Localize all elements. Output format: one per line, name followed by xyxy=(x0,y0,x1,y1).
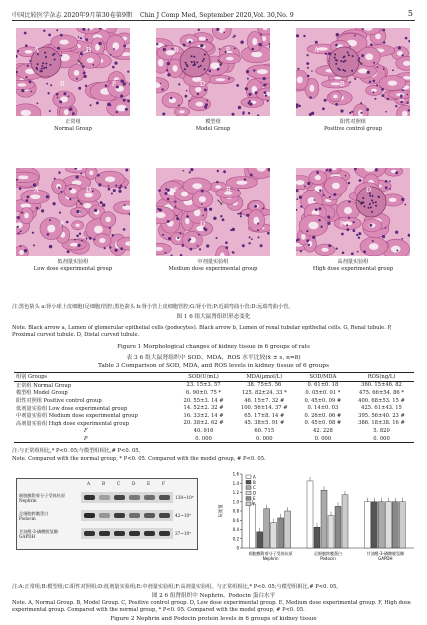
legend-label: A xyxy=(253,474,256,480)
micrograph-marker-d: D xyxy=(200,220,206,228)
table-cell: 20. 38±2. 62 # xyxy=(183,420,224,427)
table-cell: 23. 15±3. 57 xyxy=(186,382,221,389)
table-cell: 14. 52±2. 32 # xyxy=(183,405,224,412)
legend-label: C xyxy=(253,485,256,491)
column-header: SOD/MDA xyxy=(309,373,337,380)
table-cell: 400. 68±53. 15 # xyxy=(358,397,405,404)
legend-label: D xyxy=(253,490,257,496)
row-label: F xyxy=(84,427,88,434)
row-label: 高剂量实验组 High dose experimental group xyxy=(16,420,130,427)
blot-band xyxy=(99,495,110,500)
blot-band xyxy=(144,495,155,500)
blot-band xyxy=(159,513,170,518)
row-label: 低剂量实验组 Low dose experimental group xyxy=(16,405,128,412)
table-cell: 0. 26±0. 06 # xyxy=(304,412,342,419)
journal-title-en: Chin J Comp Med, September 2020,Vol. 30,No. 9 xyxy=(139,12,294,19)
table-header-row xyxy=(14,373,414,382)
micrograph-caption xyxy=(143,259,283,273)
black-arrow-icon: ↘ xyxy=(76,58,84,68)
table-cell: 60. 715 xyxy=(254,427,275,434)
y-tick-label: 1.2 xyxy=(232,490,239,495)
x-category-label-cn: 细胞膜附着分子受体抗原 xyxy=(248,551,293,556)
bar xyxy=(371,502,377,548)
table-cell: 42. 228 xyxy=(312,427,333,434)
blot-band xyxy=(159,531,170,536)
column-header: ROS(ng/L) xyxy=(367,373,396,380)
molecular-weight-label: 42~10⁴ xyxy=(175,513,191,518)
caption-cn: 中剂量实验组 xyxy=(197,259,229,265)
row-label: P xyxy=(84,435,88,442)
y-tick-label: 0 xyxy=(236,545,239,551)
table-3-title-cn: 表 3 6 组大鼠肾组织中 SOD、MDA、ROS 水平比较(x̄ ± s, n=8) xyxy=(126,355,301,361)
y-tick-label: 0.2 xyxy=(232,536,239,542)
table-3-grid xyxy=(14,372,414,443)
table-cell: 386. 18±38. 16 # xyxy=(358,420,405,427)
table-cell: 20. 55±3. 14 # xyxy=(183,397,224,404)
figure-1-note-cn: 注:黑色箭头 a:肾小球上皮细胞(足细胞)管腔;黑色箭头 b:肾小管上皮细胞管腔;G:肾小管;P:近端弯曲小管;D:远端弯曲小管。 xyxy=(12,304,294,310)
x-category-label-en: GAPDH xyxy=(378,556,393,561)
table-cell: 0. 000 xyxy=(256,435,273,442)
micrograph-marker-a: A xyxy=(34,46,40,54)
micrograph-marker-d: D xyxy=(366,186,372,194)
caption-en: Positive control group xyxy=(323,126,383,132)
lane-label: B xyxy=(102,481,106,486)
bar xyxy=(335,506,341,548)
blot-band xyxy=(144,513,155,518)
molecular-weight-label: 37~10⁴ xyxy=(175,531,191,536)
table-cell: 46. 15±7. 32 # xyxy=(244,397,285,404)
micrograph-marker-b: B xyxy=(174,46,179,54)
blot-band xyxy=(84,513,95,518)
bar xyxy=(285,511,291,548)
table-cell: 0. 000 xyxy=(373,435,390,442)
y-tick-label: 1.6 xyxy=(232,471,239,477)
x-category-label-en: Podocin xyxy=(320,556,336,561)
bar xyxy=(392,502,398,548)
blot-band xyxy=(84,531,95,536)
molecular-weight-label: 138~10⁴ xyxy=(175,495,194,500)
table-cell: 16. 33±2. 14 # xyxy=(183,412,224,419)
y-tick-label: 1.4 xyxy=(232,480,239,486)
row-label: 中剂量实验组 Medium dose experimental group xyxy=(16,413,138,420)
bar xyxy=(321,490,327,548)
column-header: 组别 Groups xyxy=(16,374,48,381)
blot-band xyxy=(114,513,125,518)
legend-swatch xyxy=(246,502,251,506)
blot-band xyxy=(114,531,125,536)
row-label: 模型组 Model Group xyxy=(16,390,68,397)
micrograph-caption xyxy=(283,119,423,133)
black-arrow-icon: ↘ xyxy=(76,198,84,208)
blot-band xyxy=(129,495,140,500)
blot-row-label-en: Podocin xyxy=(19,516,36,521)
table-cell: 125. 82±24. 33 * xyxy=(241,389,287,396)
micrograph-marker-d: D xyxy=(86,186,92,194)
table-cell: 425. 61±43. 15 xyxy=(361,405,402,412)
blot-band xyxy=(99,531,110,536)
bar xyxy=(342,495,348,548)
micrograph-panel xyxy=(16,28,130,116)
micrograph-marker-a: A xyxy=(34,186,40,194)
column-header: MDA(μmol/L) xyxy=(246,373,283,380)
black-arrow-icon: ↘ xyxy=(356,198,364,208)
table-cell: 100. 56±14. 37 # xyxy=(240,405,288,412)
bar xyxy=(314,527,320,548)
y-tick-label: 1.0 xyxy=(232,499,239,505)
table-3-note-en: Note. Compared with the normal group, * P<0. 05. Compared with the model group, # P<0. 05. xyxy=(12,456,266,462)
table-row xyxy=(14,404,414,412)
bar xyxy=(250,504,256,548)
blot-band xyxy=(129,531,140,536)
y-axis-label: 灰度值 xyxy=(219,504,224,518)
micrograph-marker-p: P xyxy=(340,220,344,228)
black-arrow-icon: ↘ xyxy=(216,58,224,68)
blot-band xyxy=(114,495,125,500)
table-cell: 0. 61±0. 18 xyxy=(307,382,339,389)
caption-cn: 高剂量实验组 xyxy=(337,259,369,265)
bar-chart xyxy=(214,466,419,576)
micrograph-marker-a: A xyxy=(314,186,320,194)
black-arrow-icon: ↘ xyxy=(216,198,224,208)
micrograph-panel xyxy=(156,28,270,116)
row-label: 正常组 Normal Group xyxy=(16,382,72,389)
legend-label: B xyxy=(253,479,256,485)
figure-1-title-cn: 图 1 6 组大鼠肾组织形态变化 xyxy=(176,314,251,320)
bar xyxy=(364,502,370,548)
table-cell: 0. 45±0. 09 # xyxy=(304,397,342,404)
x-category-label-cn: 甘油醛-3-磷酸脱氢酶 xyxy=(366,551,405,556)
legend-swatch xyxy=(246,480,251,484)
table-cell: 0. 05±0. 01 * xyxy=(305,389,341,396)
caption-en: Medium dose experimental group xyxy=(168,266,258,272)
table-row xyxy=(14,412,414,420)
running-header xyxy=(12,10,294,19)
bar xyxy=(257,532,263,548)
lane-label: F xyxy=(162,481,165,486)
caption-en: High dose experimental group xyxy=(312,266,394,272)
table-cell: 0. 000 xyxy=(314,435,332,442)
legend-swatch xyxy=(246,491,251,495)
journal-title-cn: 中国比较医学杂志 2020年9月第30卷第9期 xyxy=(12,12,133,19)
lane-label: A xyxy=(87,481,91,486)
blot-band xyxy=(99,513,110,518)
micrograph-panel xyxy=(156,168,270,256)
bar xyxy=(307,481,313,548)
micrograph-marker-p: P xyxy=(60,220,64,228)
table-cell: 38. 75±5. 56 xyxy=(247,382,282,389)
table-row xyxy=(14,427,414,435)
western-blot-panel xyxy=(16,478,198,550)
micrograph-panel xyxy=(16,168,130,256)
table-cell: 6. 90±0. 75 * xyxy=(186,389,222,396)
table-row xyxy=(14,381,414,389)
micrograph-caption xyxy=(3,119,143,133)
legend-swatch xyxy=(246,486,251,490)
caption-en: Low dose experimental group xyxy=(33,266,113,272)
micrograph-marker-p: P xyxy=(226,46,230,54)
caption-en: Normal Group xyxy=(54,126,92,132)
figure-2-title-en: Figure 2 Nephrin and Podocin protein levels in 6 groups of kidney tissue xyxy=(110,616,317,622)
micrograph-caption xyxy=(3,259,143,273)
table-cell: 45. 38±5. 91 # xyxy=(244,420,285,427)
micrograph-marker-d: D xyxy=(86,46,92,54)
figure-1-note-en: Note. Black arrow a, Lumen of glomerular epithelial cells (podocytes). Black arrow b, Lumen of renal tubular epithelial cells. G, Renal tubule. P, Proximal curved tubule. D, Distal curved tubule. xyxy=(12,325,392,339)
figure-2-title-cn: 图 2 6 组肾组织中 Nephrin、Podocin 蛋白水平 xyxy=(151,593,276,599)
y-tick-label: 0.6 xyxy=(232,517,239,523)
y-tick-label: 0.8 xyxy=(232,508,239,514)
table-cell: 395. 56±40. 23 # xyxy=(358,412,405,419)
micrograph-marker-b: B xyxy=(226,186,231,194)
table-3-title-en: Table 3 Comparison of SOD, MDA, and ROS levels in kidney tissue of 6 groups xyxy=(98,363,329,369)
legend-swatch xyxy=(246,475,251,479)
blot-row-label-cn: 足细胞跨膜蛋白 xyxy=(19,511,49,516)
blot-row-label-cn: 甘油醛-3-磷酸脱氢酶 xyxy=(19,529,58,534)
micrograph-marker-b: B xyxy=(340,80,345,88)
micrograph-marker-d: D xyxy=(200,80,206,88)
legend-swatch xyxy=(246,497,251,501)
lane-label: D xyxy=(132,481,136,486)
blot-band xyxy=(84,495,95,500)
caption-en: Model Group xyxy=(195,126,231,132)
caption-cn: 正常组 xyxy=(65,119,81,125)
bar xyxy=(328,516,334,548)
page-number: 5 xyxy=(407,9,413,18)
table-cell: 40. 916 xyxy=(193,427,214,434)
bar xyxy=(399,502,405,548)
row-label: 阳性对照组 Positive control group xyxy=(16,398,102,405)
bar xyxy=(378,502,384,548)
x-category-label-cn: 足细胞跨膜蛋白 xyxy=(314,551,342,556)
table-3-note-cn: 注:与正常组相比,* P<0. 05;与模型组相比,# P<0. 05。 xyxy=(12,448,144,454)
table-row xyxy=(14,397,414,405)
figure-1-title-en: Figure 1 Morphological changes of kidney tissue in 6 groups of rats xyxy=(117,344,310,350)
table-cell: 65. 17±8. 14 # xyxy=(244,412,285,419)
x-category-label-en: Nephrin xyxy=(262,556,279,561)
micrograph-marker-b: B xyxy=(60,80,65,88)
bar xyxy=(278,518,284,548)
table-row xyxy=(14,420,414,428)
bar xyxy=(264,509,270,548)
micrograph-panel xyxy=(296,28,410,116)
micrograph-caption xyxy=(143,119,283,133)
micrograph-panel xyxy=(296,168,410,256)
blot-band xyxy=(144,531,155,536)
figure-2-chart xyxy=(214,466,419,576)
bar xyxy=(385,502,391,548)
blot-band xyxy=(159,495,170,500)
table-cell: 475. 66±54. 86 * xyxy=(359,389,404,396)
blot-row-label-en: GAPDH xyxy=(19,534,36,539)
caption-cn: 模型组 xyxy=(205,119,221,125)
lane-label: E xyxy=(147,481,151,486)
figure-2-note-en: Note. A, Normal Group. B, Model Group. C, Positive control group. D, Low dose experimental group. E, Medium dose experimental group. F, High dose experimental group. Compared with the normal group, * P<0. 05. Compared with the model group, # P<0. 05. xyxy=(12,600,411,614)
table-cell: 0. 000 xyxy=(195,435,212,442)
header-rule xyxy=(12,20,415,21)
black-arrow-icon: ↘ xyxy=(356,58,364,68)
blot-band xyxy=(129,513,140,518)
micrograph-marker-a: A xyxy=(314,46,320,54)
blot-row-label-cn: 细胞膜附着分子受体抗原 xyxy=(19,493,66,498)
bar xyxy=(271,523,277,548)
y-tick-label: 0.4 xyxy=(232,527,239,532)
table-row xyxy=(14,435,414,443)
blot-row-label-en: Nephrin xyxy=(19,498,37,503)
lane-label: C xyxy=(117,481,121,486)
caption-cn: 低剂量实验组 xyxy=(57,259,89,265)
table-cell: 0. 45±0. 08 # xyxy=(304,420,342,427)
micrograph-marker-p: P xyxy=(174,186,178,194)
micrograph-caption xyxy=(283,259,423,273)
table-row xyxy=(14,389,414,397)
column-header: SOD(U/mL) xyxy=(188,373,219,380)
table-cell: 0. 14±0. 03 xyxy=(307,405,339,412)
legend-label: F xyxy=(253,501,256,507)
micrograph-marker-p: P xyxy=(112,80,116,88)
legend-label: E xyxy=(253,496,256,501)
table-3 xyxy=(14,372,414,443)
figure-2-note-cn: 注:A:正常组;B:模型组;C:阳性对照组;D:低剂量实验组;E:中剂量实验组;F:高剂量实验组。与正常组相比,* P<0. 05;与模型组相比,# P<0. 05。 xyxy=(12,584,342,590)
table-cell: 360. 15±46. 82 xyxy=(361,382,402,389)
caption-cn: 阳性对照组 xyxy=(340,119,366,125)
table-cell: 5. 820 xyxy=(373,427,390,434)
